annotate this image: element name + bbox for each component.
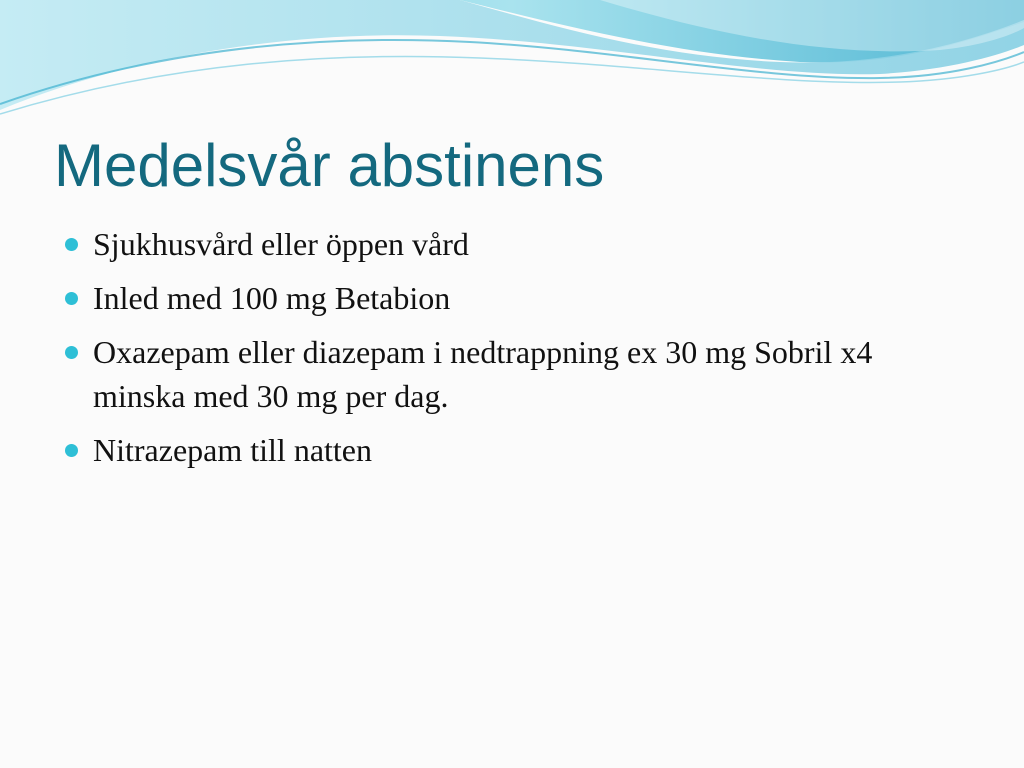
bullet-item bbox=[62, 330, 962, 418]
slide-title: Medelsvår abstinens bbox=[54, 132, 605, 199]
bullet-item bbox=[62, 222, 962, 266]
bullet-item bbox=[62, 428, 962, 472]
header-wave-decoration bbox=[0, 0, 1024, 130]
bullet-dot-icon bbox=[65, 238, 78, 251]
bullet-text: Inled med 100 mg Betabion bbox=[93, 280, 451, 316]
bullet-dot-icon bbox=[65, 292, 78, 305]
bullet-item bbox=[62, 276, 962, 320]
bullet-list bbox=[62, 222, 962, 482]
bullet-dot-icon bbox=[65, 346, 78, 359]
bullet-text: Nitrazepam till natten bbox=[93, 432, 372, 468]
bullet-text: Sjukhusvård eller öppen vård bbox=[93, 226, 469, 262]
bullet-dot-icon bbox=[65, 444, 78, 457]
bullet-text: Oxazepam eller diazepam i nedtrappning ex 30 mg Sobril x4 minska med 30 mg per dag. bbox=[93, 334, 873, 414]
